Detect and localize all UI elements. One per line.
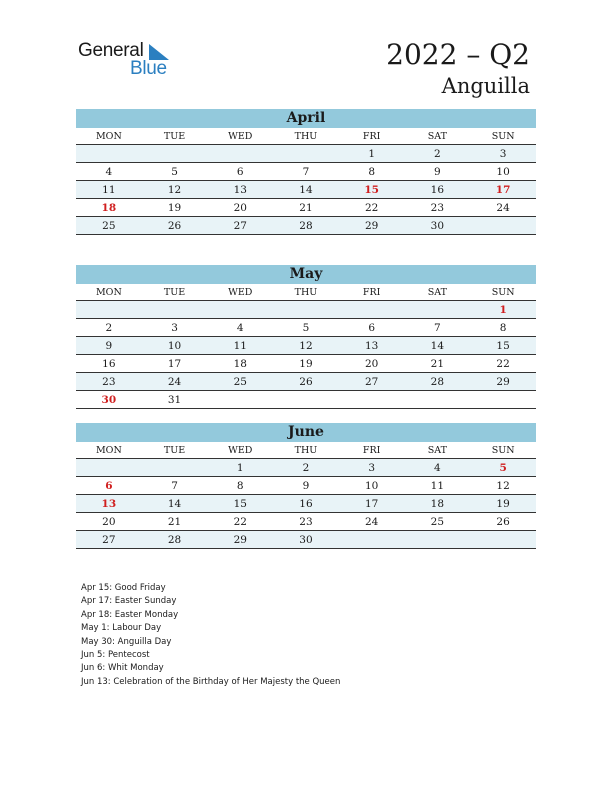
- day-cell: 15: [339, 181, 405, 199]
- day-cell: 2: [273, 459, 339, 477]
- day-cell: 29: [207, 531, 273, 549]
- week-row: [76, 181, 536, 199]
- day-cell: 19: [142, 199, 208, 217]
- week-row: [76, 391, 536, 409]
- day-cell: 13: [76, 495, 142, 513]
- weekday-label: FRI: [339, 284, 405, 301]
- weekday-label: MON: [76, 442, 142, 459]
- day-cell: 16: [405, 181, 471, 199]
- day-cell: 25: [207, 373, 273, 391]
- day-cell: 1: [339, 145, 405, 163]
- weekday-label: MON: [76, 284, 142, 301]
- weekday-label: THU: [273, 284, 339, 301]
- day-cell: [405, 301, 471, 319]
- day-cell: 21: [273, 199, 339, 217]
- day-cell: [470, 391, 536, 409]
- weekday-label: SAT: [405, 128, 471, 145]
- day-cell: 14: [142, 495, 208, 513]
- holiday-note: Apr 15: Good Friday: [81, 583, 166, 593]
- day-cell: 22: [339, 199, 405, 217]
- day-cell: 7: [273, 163, 339, 181]
- day-cell: [207, 301, 273, 319]
- day-cell: 4: [405, 459, 471, 477]
- day-cell: 1: [470, 301, 536, 319]
- day-cell: [273, 145, 339, 163]
- weekday-label: SUN: [470, 284, 536, 301]
- day-cell: 11: [207, 337, 273, 355]
- day-cell: [142, 459, 208, 477]
- weekday-label: WED: [207, 128, 273, 145]
- weekday-label: FRI: [339, 128, 405, 145]
- day-cell: 10: [339, 477, 405, 495]
- day-cell: 27: [339, 373, 405, 391]
- month-header: May: [76, 265, 536, 284]
- week-row: [76, 531, 536, 549]
- day-cell: 31: [142, 391, 208, 409]
- day-cell: 3: [339, 459, 405, 477]
- day-cell: 24: [142, 373, 208, 391]
- generalblue-logo: [78, 40, 188, 80]
- day-cell: 5: [273, 319, 339, 337]
- month-grid: [76, 284, 536, 409]
- day-cell: 8: [207, 477, 273, 495]
- day-cell: 2: [76, 319, 142, 337]
- day-cell: 8: [339, 163, 405, 181]
- day-cell: [207, 391, 273, 409]
- day-cell: 14: [273, 181, 339, 199]
- day-cell: 10: [470, 163, 536, 181]
- day-cell: 19: [470, 495, 536, 513]
- day-cell: 5: [470, 459, 536, 477]
- day-cell: 12: [142, 181, 208, 199]
- day-cell: 22: [207, 513, 273, 531]
- month-april: [76, 109, 536, 235]
- day-cell: [76, 301, 142, 319]
- holiday-note: Apr 17: Easter Sunday: [81, 596, 177, 607]
- weekday-label: FRI: [339, 442, 405, 459]
- holiday-note: Jun 6: Whit Monday: [81, 663, 164, 674]
- day-cell: [339, 391, 405, 409]
- day-cell: 13: [339, 337, 405, 355]
- day-cell: 14: [405, 337, 471, 355]
- day-cell: 6: [339, 319, 405, 337]
- day-cell: 25: [76, 217, 142, 235]
- day-cell: 17: [339, 495, 405, 513]
- weekday-row: [76, 128, 536, 145]
- day-cell: 19: [273, 355, 339, 373]
- day-cell: 28: [405, 373, 471, 391]
- day-cell: 16: [273, 495, 339, 513]
- day-cell: 11: [405, 477, 471, 495]
- weekday-label: MON: [76, 128, 142, 145]
- day-cell: [273, 301, 339, 319]
- day-cell: 18: [405, 495, 471, 513]
- day-cell: [405, 391, 471, 409]
- logo-blue-text: Blue: [130, 58, 167, 79]
- day-cell: [470, 217, 536, 235]
- day-cell: 24: [339, 513, 405, 531]
- weekday-label: SAT: [405, 442, 471, 459]
- day-cell: 17: [142, 355, 208, 373]
- day-cell: 21: [142, 513, 208, 531]
- day-cell: [76, 459, 142, 477]
- weekday-row: [76, 442, 536, 459]
- day-cell: 4: [207, 319, 273, 337]
- week-row: [76, 495, 536, 513]
- day-cell: 7: [142, 477, 208, 495]
- week-row: [76, 199, 536, 217]
- month-june: [76, 423, 536, 549]
- day-cell: 17: [470, 181, 536, 199]
- day-cell: 9: [76, 337, 142, 355]
- day-cell: 29: [470, 373, 536, 391]
- holiday-note: Jun 5: Pentecost: [81, 650, 150, 661]
- day-cell: [470, 531, 536, 549]
- week-row: [76, 319, 536, 337]
- day-cell: 2: [405, 145, 471, 163]
- day-cell: 26: [470, 513, 536, 531]
- day-cell: [405, 531, 471, 549]
- month-header: June: [76, 423, 536, 442]
- month-grid: [76, 128, 536, 235]
- week-row: [76, 513, 536, 531]
- country-name: Anguilla: [441, 74, 530, 98]
- weekday-row: [76, 284, 536, 301]
- day-cell: 16: [76, 355, 142, 373]
- day-cell: [142, 301, 208, 319]
- month-header: April: [76, 109, 536, 128]
- day-cell: [339, 531, 405, 549]
- holiday-note: May 1: Labour Day: [81, 623, 162, 634]
- day-cell: 21: [405, 355, 471, 373]
- week-row: [76, 337, 536, 355]
- day-cell: 23: [273, 513, 339, 531]
- day-cell: 20: [76, 513, 142, 531]
- day-cell: 8: [470, 319, 536, 337]
- day-cell: 18: [207, 355, 273, 373]
- holiday-notes: [81, 582, 340, 689]
- weekday-label: THU: [273, 128, 339, 145]
- week-row: [76, 163, 536, 181]
- day-cell: 1: [207, 459, 273, 477]
- day-cell: 6: [76, 477, 142, 495]
- day-cell: 20: [207, 199, 273, 217]
- day-cell: 30: [76, 391, 142, 409]
- week-row: [76, 459, 536, 477]
- day-cell: 10: [142, 337, 208, 355]
- day-cell: 23: [405, 199, 471, 217]
- week-row: [76, 217, 536, 235]
- logo-general-text: General: [78, 40, 144, 61]
- day-cell: 26: [273, 373, 339, 391]
- day-cell: 24: [470, 199, 536, 217]
- week-row: [76, 477, 536, 495]
- day-cell: 29: [339, 217, 405, 235]
- day-cell: 25: [405, 513, 471, 531]
- day-cell: 18: [76, 199, 142, 217]
- day-cell: 30: [273, 531, 339, 549]
- day-cell: 4: [76, 163, 142, 181]
- day-cell: 3: [142, 319, 208, 337]
- day-cell: 27: [76, 531, 142, 549]
- day-cell: 9: [405, 163, 471, 181]
- day-cell: 26: [142, 217, 208, 235]
- weekday-label: TUE: [142, 442, 208, 459]
- day-cell: [142, 145, 208, 163]
- weekday-label: WED: [207, 442, 273, 459]
- day-cell: 28: [273, 217, 339, 235]
- week-row: [76, 301, 536, 319]
- day-cell: 9: [273, 477, 339, 495]
- week-row: [76, 373, 536, 391]
- week-row: [76, 145, 536, 163]
- holiday-note: Jun 13: Celebration of the Birthday of Her Majesty the Queen: [81, 676, 341, 687]
- day-cell: 28: [142, 531, 208, 549]
- weekday-label: TUE: [142, 284, 208, 301]
- day-cell: 20: [339, 355, 405, 373]
- day-cell: [339, 301, 405, 319]
- day-cell: 27: [207, 217, 273, 235]
- day-cell: 23: [76, 373, 142, 391]
- weekday-label: SUN: [470, 128, 536, 145]
- weekday-label: TUE: [142, 128, 208, 145]
- day-cell: 12: [470, 477, 536, 495]
- month-grid: [76, 442, 536, 549]
- day-cell: [273, 391, 339, 409]
- day-cell: [76, 145, 142, 163]
- day-cell: 15: [470, 337, 536, 355]
- weekday-label: SAT: [405, 284, 471, 301]
- day-cell: 3: [470, 145, 536, 163]
- weekday-label: SUN: [470, 442, 536, 459]
- holiday-note: May 30: Anguilla Day: [81, 636, 172, 647]
- day-cell: 22: [470, 355, 536, 373]
- month-may: [76, 265, 536, 409]
- week-row: [76, 355, 536, 373]
- day-cell: 30: [405, 217, 471, 235]
- weekday-label: WED: [207, 284, 273, 301]
- day-cell: 13: [207, 181, 273, 199]
- page-title: 2022 – Q2: [386, 38, 530, 71]
- day-cell: 6: [207, 163, 273, 181]
- day-cell: 15: [207, 495, 273, 513]
- day-cell: 11: [76, 181, 142, 199]
- day-cell: 5: [142, 163, 208, 181]
- holiday-note: Apr 18: Easter Monday: [81, 609, 179, 620]
- weekday-label: THU: [273, 442, 339, 459]
- day-cell: 12: [273, 337, 339, 355]
- day-cell: [207, 145, 273, 163]
- day-cell: 7: [405, 319, 471, 337]
